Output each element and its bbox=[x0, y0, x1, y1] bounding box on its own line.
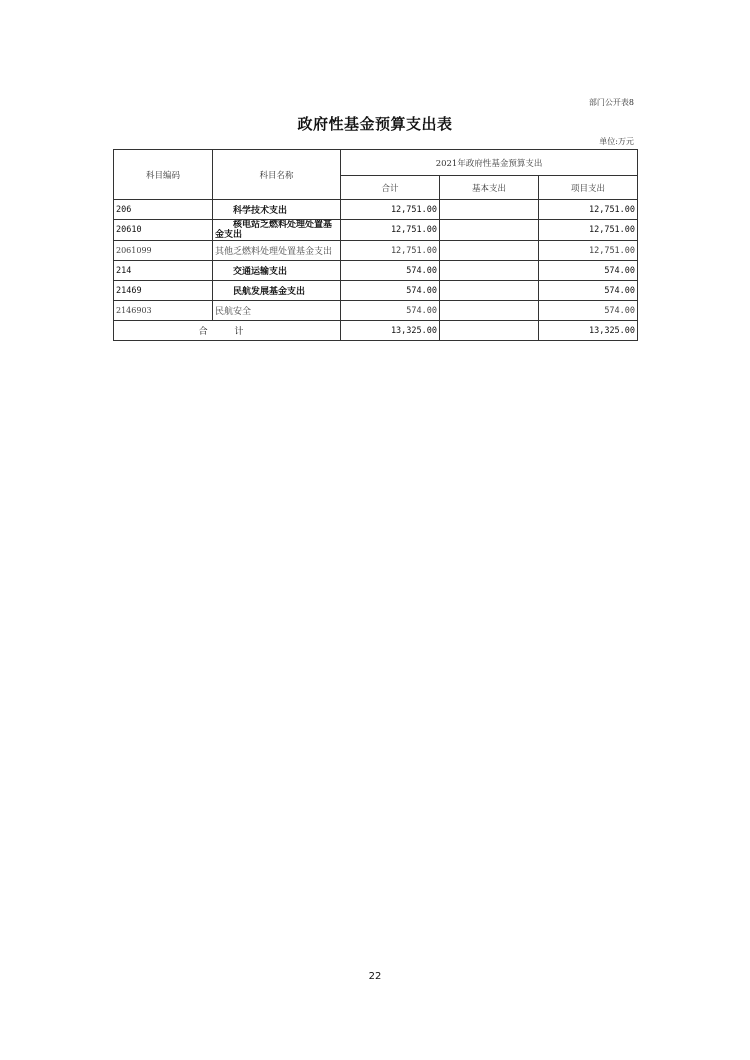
row-name: 核电站乏燃料处理处置基金支出 bbox=[213, 220, 341, 241]
row-name: 民航安全 bbox=[213, 301, 341, 321]
row-total: 12,751.00 bbox=[341, 241, 440, 261]
table-row bbox=[114, 301, 638, 321]
table-header-row bbox=[114, 150, 638, 176]
row-basic bbox=[440, 301, 539, 321]
unit-label: 单位:万元 bbox=[599, 137, 634, 146]
table-row bbox=[114, 220, 638, 241]
row-name: 科学技术支出 bbox=[213, 200, 341, 220]
row-code: 214 bbox=[114, 261, 213, 281]
table-row bbox=[114, 241, 638, 261]
row-basic bbox=[440, 281, 539, 301]
row-name: 交通运输支出 bbox=[213, 261, 341, 281]
row-code: 20610 bbox=[114, 220, 213, 241]
column-header-total: 合计 bbox=[341, 176, 440, 200]
row-project: 574.00 bbox=[539, 301, 638, 321]
total-label: 合 计 bbox=[114, 321, 341, 341]
column-header-project: 项目支出 bbox=[539, 176, 638, 200]
page-title: 政府性基金预算支出表 bbox=[297, 115, 453, 133]
row-name: 其他乏燃料处理处置基金支出 bbox=[213, 241, 341, 261]
total-project: 13,325.00 bbox=[539, 321, 638, 341]
row-project: 12,751.00 bbox=[539, 220, 638, 241]
row-total: 574.00 bbox=[341, 301, 440, 321]
column-header-name: 科目名称 bbox=[213, 150, 341, 200]
table-total-row bbox=[114, 321, 638, 341]
table-row bbox=[114, 281, 638, 301]
page-number: 22 bbox=[368, 971, 382, 982]
document-reference: 部门公开表8 bbox=[588, 98, 634, 107]
row-code: 2146903 bbox=[114, 301, 213, 321]
row-basic bbox=[440, 220, 539, 241]
row-code: 206 bbox=[114, 200, 213, 220]
total-sum: 13,325.00 bbox=[341, 321, 440, 341]
row-project: 12,751.00 bbox=[539, 241, 638, 261]
column-header-basic: 基本支出 bbox=[440, 176, 539, 200]
column-header-code: 科目编码 bbox=[114, 150, 213, 200]
row-name: 民航发展基金支出 bbox=[213, 281, 341, 301]
table-row bbox=[114, 200, 638, 220]
row-total: 12,751.00 bbox=[341, 220, 440, 241]
budget-table bbox=[113, 149, 638, 341]
row-basic bbox=[440, 241, 539, 261]
row-project: 574.00 bbox=[539, 261, 638, 281]
row-total: 574.00 bbox=[341, 261, 440, 281]
row-project: 574.00 bbox=[539, 281, 638, 301]
row-total: 574.00 bbox=[341, 281, 440, 301]
row-project: 12,751.00 bbox=[539, 200, 638, 220]
row-code: 21469 bbox=[114, 281, 213, 301]
row-basic bbox=[440, 261, 539, 281]
row-total: 12,751.00 bbox=[341, 200, 440, 220]
table-row bbox=[114, 261, 638, 281]
column-group-header: 2021年政府性基金预算支出 bbox=[341, 150, 638, 176]
row-basic bbox=[440, 200, 539, 220]
row-code: 2061099 bbox=[114, 241, 213, 261]
total-basic bbox=[440, 321, 539, 341]
